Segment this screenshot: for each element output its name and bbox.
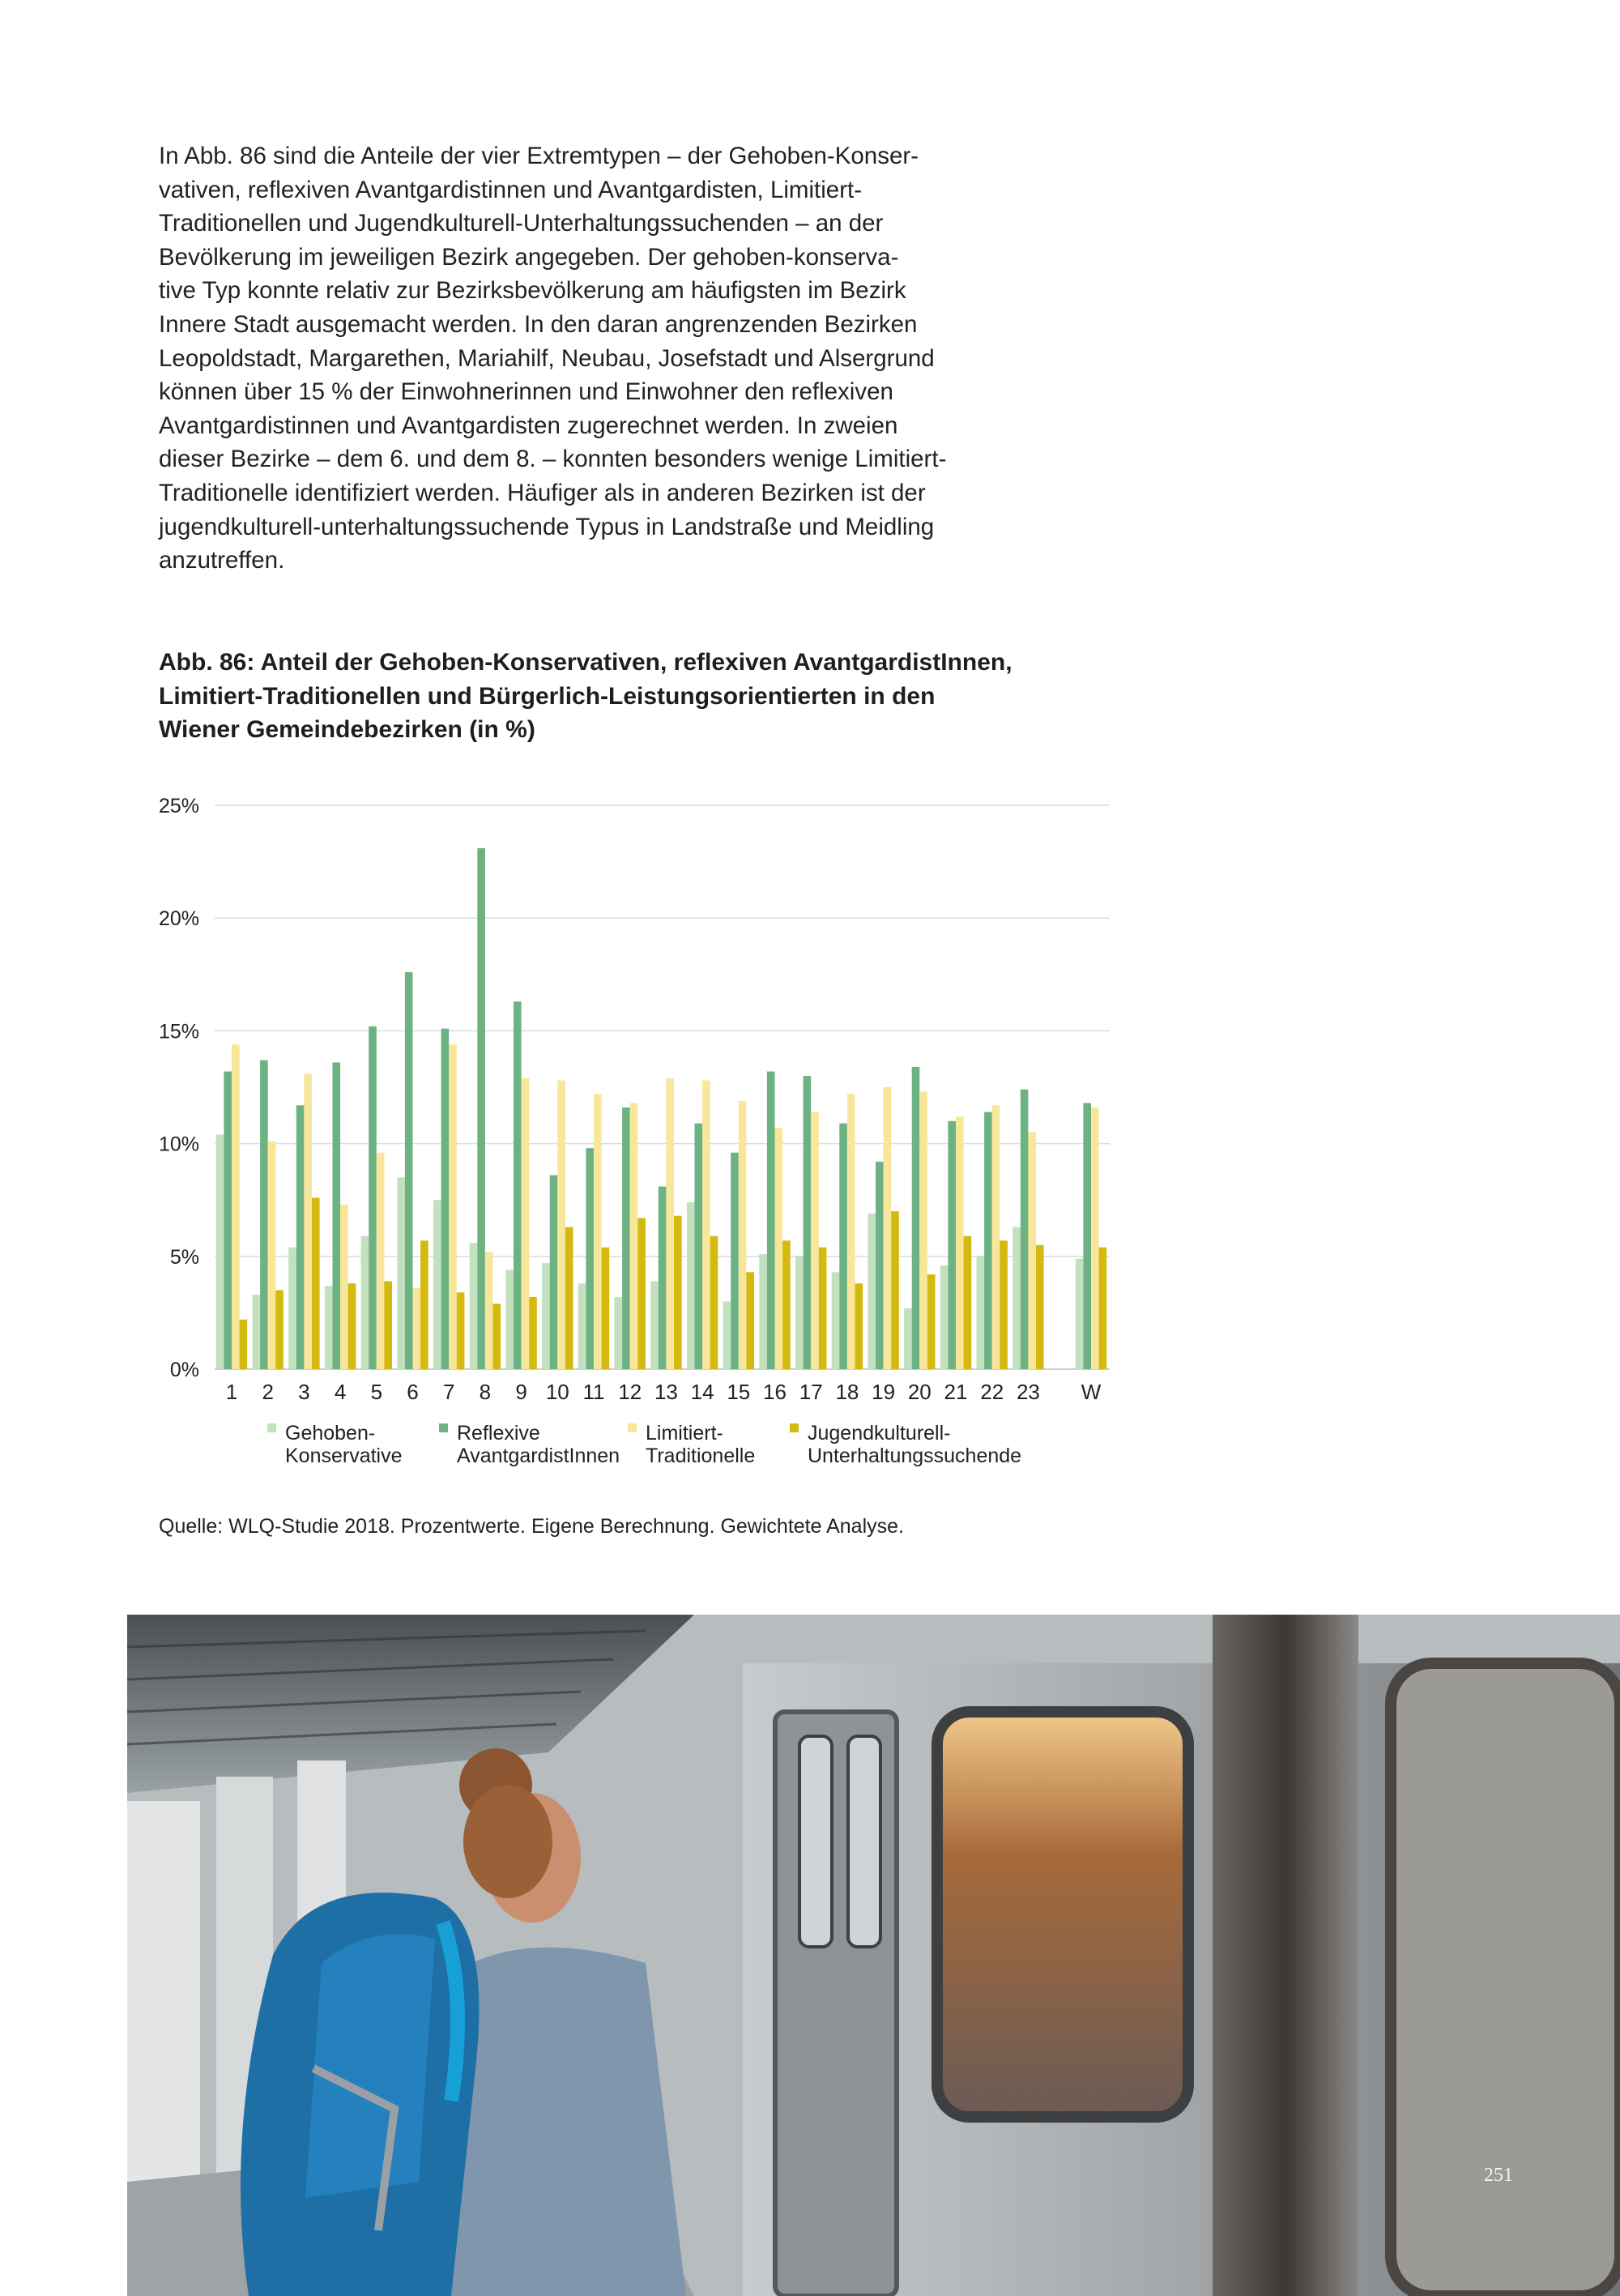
figure-title-line: Abb. 86: Anteil der Gehoben-Konservativen, reflexiven AvantgardistInnen, — [159, 649, 1013, 676]
bar — [702, 1081, 710, 1369]
bar — [723, 1301, 731, 1369]
bar — [514, 1001, 522, 1369]
bar — [578, 1283, 586, 1369]
bar — [984, 1112, 992, 1369]
bar — [710, 1236, 718, 1369]
bar — [586, 1148, 594, 1369]
bar — [557, 1081, 565, 1369]
intro-line: Traditionelle identifiziert werden. Häufiger als in anderen Bezirken ist der — [159, 479, 926, 506]
bar — [746, 1272, 754, 1369]
x-tick-label: W — [1081, 1380, 1102, 1404]
bar — [275, 1291, 284, 1369]
bar — [1083, 1103, 1091, 1369]
intro-line: Avantgardistinnen und Avantgardisten zugerechnet werden. In zweien — [159, 412, 898, 439]
bar — [659, 1186, 667, 1369]
figure-title-line: Limitiert-Traditionellen und Bürgerlich-Leistungsorientierten in den — [159, 682, 936, 710]
bar — [731, 1153, 739, 1369]
bar — [325, 1286, 333, 1369]
bar — [940, 1265, 949, 1369]
intro-line: jugendkulturell-unterhaltungssuchende Typus in Landstraße und Meidling — [159, 513, 935, 540]
legend-swatch — [267, 1423, 276, 1432]
bar — [529, 1297, 537, 1369]
bar — [1028, 1133, 1036, 1369]
x-tick-label: 1 — [225, 1380, 238, 1404]
bar — [216, 1134, 224, 1369]
bar — [268, 1142, 276, 1369]
intro-line: Leopoldstadt, Margarethen, Mariahilf, Neubau, Josefstadt und Alsergrund — [159, 344, 935, 372]
bar — [449, 1044, 457, 1369]
bar — [795, 1257, 804, 1369]
x-tick-label: 11 — [582, 1380, 605, 1404]
bar — [348, 1283, 356, 1369]
bar — [839, 1124, 847, 1369]
bar — [1036, 1245, 1044, 1369]
x-tick-label: 8 — [479, 1380, 492, 1404]
bar — [695, 1124, 703, 1369]
legend-label: Traditionelle — [646, 1445, 756, 1467]
source-note: Quelle: WLQ-Studie 2018. Prozentwerte. Eigene Berechnung. Gewichtete Analyse. — [159, 1515, 904, 1538]
bar — [804, 1076, 812, 1369]
bar — [992, 1105, 1000, 1369]
bar — [505, 1270, 514, 1369]
bar — [855, 1283, 863, 1369]
bar — [739, 1101, 747, 1369]
x-tick-label: 15 — [727, 1380, 751, 1404]
bar — [542, 1263, 550, 1369]
bar — [232, 1044, 240, 1369]
x-tick-label: 2 — [262, 1380, 274, 1404]
x-tick-label: 9 — [515, 1380, 527, 1404]
bar — [819, 1248, 827, 1369]
intro-paragraph — [159, 139, 1042, 578]
bar — [377, 1153, 385, 1369]
bar — [441, 1029, 450, 1369]
bar — [260, 1061, 268, 1369]
x-tick-label: 22 — [980, 1380, 1004, 1404]
bar — [594, 1094, 602, 1369]
bar — [253, 1295, 261, 1369]
bar — [876, 1162, 884, 1369]
y-tick-label: 0% — [169, 1359, 199, 1381]
intro-line: Bevölkerung im jeweiligen Bezirk angegeben. Der gehoben-konserva- — [159, 243, 899, 271]
bar — [884, 1087, 892, 1369]
legend-label: Limitiert- — [646, 1422, 723, 1445]
x-tick-label: 7 — [442, 1380, 455, 1404]
legend — [267, 1422, 1021, 1467]
legend-label: Reflexive — [457, 1422, 540, 1445]
bar — [312, 1197, 320, 1369]
legend-swatch — [628, 1423, 637, 1432]
intro-line: Innere Stadt ausgemacht werden. In den daran angrenzenden Bezirken — [159, 310, 918, 338]
legend-swatch — [790, 1423, 799, 1432]
bar — [240, 1320, 248, 1369]
bar — [687, 1202, 695, 1369]
x-tick-label: 10 — [545, 1380, 569, 1404]
legend-label: Unterhaltungssuchende — [808, 1445, 1022, 1467]
bar — [622, 1107, 630, 1369]
bar — [630, 1103, 638, 1369]
intro-line: können über 15 % der Einwohnerinnen und Einwohner den reflexiven — [159, 378, 893, 406]
bar — [759, 1254, 767, 1369]
bar — [919, 1092, 927, 1369]
bar — [1091, 1107, 1099, 1369]
legend-label: Konservative — [285, 1445, 403, 1467]
bar — [650, 1281, 659, 1369]
legend-label: AvantgardistInnen — [457, 1445, 620, 1467]
bar — [470, 1243, 478, 1369]
bar — [288, 1248, 296, 1369]
x-tick-label: 20 — [907, 1380, 932, 1404]
bar — [782, 1240, 791, 1369]
bar — [811, 1112, 819, 1369]
bar — [1013, 1227, 1021, 1369]
bar — [457, 1292, 465, 1369]
bar — [767, 1072, 775, 1369]
intro-line: Traditionellen und Jugendkulturell-Unterhaltungssuchenden – an der — [159, 210, 884, 237]
intro-line: dieser Bezirke – dem 6. und dem 8. – konnten besonders wenige Limitiert- — [159, 446, 947, 473]
bar — [405, 972, 413, 1369]
bar — [912, 1067, 920, 1369]
figure-title — [159, 646, 1066, 747]
bar — [522, 1078, 530, 1369]
y-tick-label: 25% — [158, 795, 199, 817]
bar — [224, 1072, 232, 1369]
bar — [477, 848, 485, 1369]
bar — [927, 1274, 936, 1369]
y-tick-label: 5% — [169, 1245, 199, 1269]
x-tick-label: 5 — [370, 1380, 383, 1404]
x-tick-label: 13 — [654, 1380, 678, 1404]
x-tick-label: 23 — [1016, 1380, 1040, 1404]
legend-label: Jugendkulturell- — [808, 1422, 951, 1445]
figure-title-line: Wiener Gemeindebezirken (in %) — [159, 716, 535, 743]
bar — [433, 1200, 441, 1369]
bar — [674, 1216, 682, 1369]
bar — [420, 1240, 428, 1369]
bar — [847, 1094, 855, 1369]
x-tick-label: 6 — [407, 1380, 419, 1404]
bar — [565, 1227, 573, 1369]
bar — [832, 1272, 840, 1369]
bar — [956, 1116, 964, 1369]
bar — [333, 1062, 341, 1369]
bar — [948, 1121, 956, 1369]
x-tick-label: 21 — [944, 1380, 968, 1404]
bar — [1076, 1259, 1084, 1369]
legend-label: Gehoben- — [285, 1422, 376, 1445]
intro-line: anzutreffen. — [159, 547, 285, 574]
bar — [340, 1205, 348, 1369]
bar — [666, 1078, 674, 1369]
intro-line: vativen, reflexiven Avantgardistinnen und Avantgardisten, Limitiert- — [159, 176, 863, 203]
x-tick-label: 17 — [799, 1380, 823, 1404]
bar — [493, 1304, 501, 1369]
bar — [369, 1026, 377, 1369]
bar — [304, 1073, 312, 1369]
bars — [216, 848, 1106, 1369]
bar — [413, 1288, 421, 1369]
photo-subway-traveler — [127, 1615, 1620, 2296]
intro-line: tive Typ konnte relativ zur Bezirksbevölkerung am häufigsten im Bezirk — [159, 277, 906, 305]
bar — [964, 1236, 972, 1369]
bar — [1099, 1248, 1107, 1369]
intro-line: In Abb. 86 sind die Anteile der vier Extremtypen – der Gehoben-Konser- — [159, 143, 919, 169]
bar — [602, 1248, 610, 1369]
y-tick-label: 20% — [158, 907, 199, 931]
bar — [1000, 1240, 1008, 1369]
bar — [904, 1308, 912, 1369]
y-tick-label: 10% — [158, 1133, 199, 1156]
bar — [615, 1297, 623, 1369]
bar — [775, 1128, 783, 1369]
page-number: 251 — [1484, 2165, 1513, 2186]
legend-swatch — [439, 1423, 448, 1432]
bar — [296, 1105, 305, 1369]
x-tick-label: 12 — [618, 1380, 642, 1404]
bar — [637, 1218, 646, 1369]
bar — [550, 1176, 558, 1369]
x-tick-label: 14 — [690, 1380, 714, 1404]
bar — [977, 1257, 985, 1369]
bar — [868, 1214, 876, 1369]
y-tick-label: 15% — [158, 1020, 199, 1043]
x-tick-label: 19 — [872, 1380, 896, 1404]
bar — [384, 1281, 392, 1369]
bar — [891, 1211, 899, 1369]
bar — [485, 1252, 493, 1369]
x-tick-label: 18 — [835, 1380, 859, 1404]
bar — [1021, 1090, 1029, 1369]
x-tick-label: 16 — [763, 1380, 787, 1404]
bar — [361, 1236, 369, 1369]
x-tick-label: 4 — [334, 1380, 347, 1404]
bar-chart — [0, 778, 1150, 1491]
x-tick-label: 3 — [298, 1380, 310, 1404]
bar — [397, 1177, 405, 1369]
